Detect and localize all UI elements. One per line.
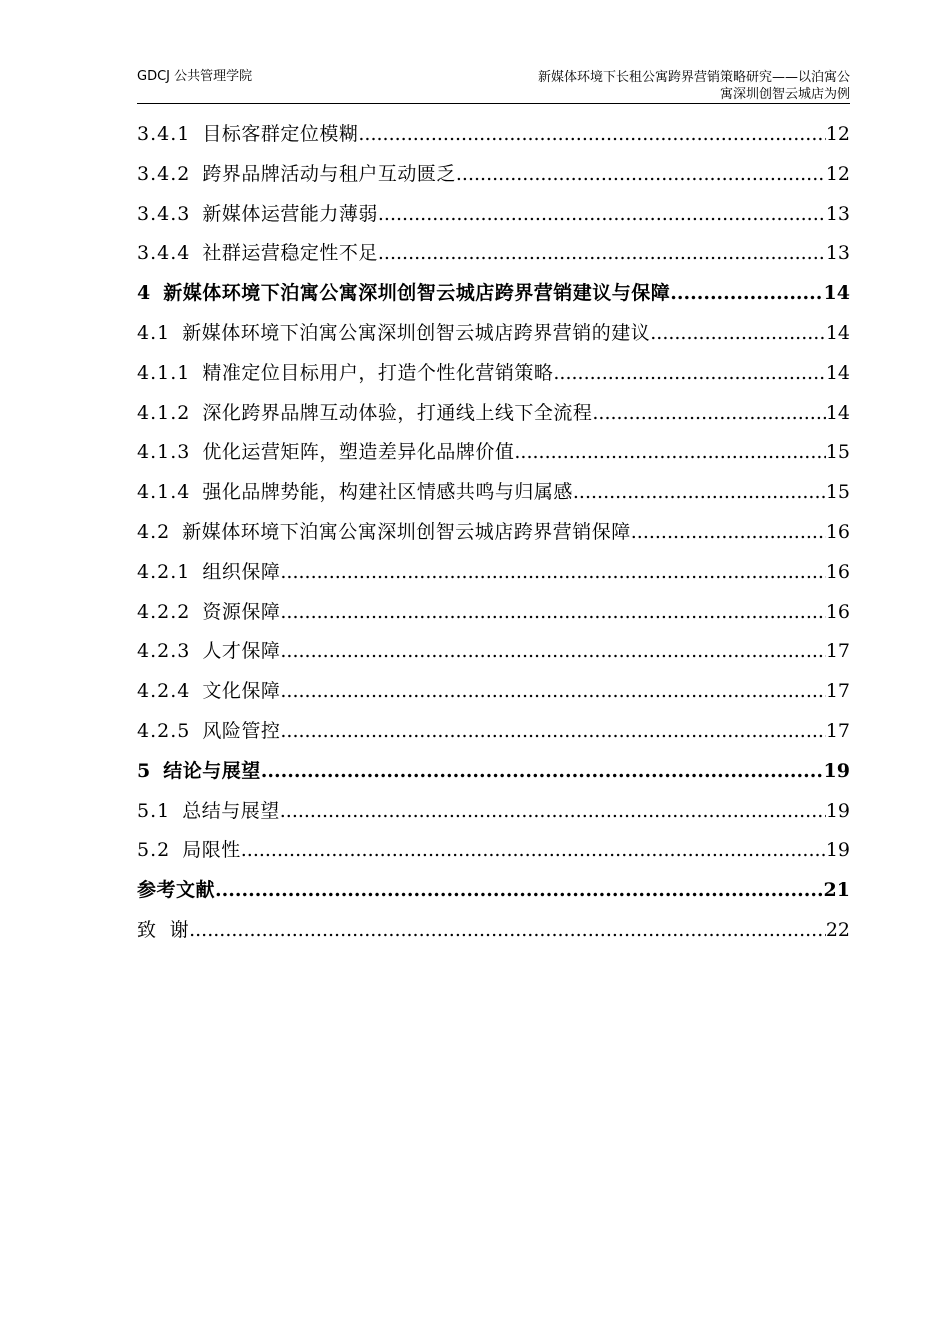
toc-entry-label [137,636,280,663]
toc-dot-leader [280,720,825,742]
toc-entry[interactable] [137,835,850,875]
toc-entry-label [137,238,378,265]
toc-entry-number: 4.2 [137,520,171,543]
toc-entry-page-number: 12 [825,123,850,145]
toc-entry-page-number: 14 [825,321,850,344]
toc-entry-title: 新媒体环境下泊寓公寓深圳创智云城店跨界营销保障 [182,520,631,543]
toc-entry-number: 4 [137,282,152,305]
toc-entry-label [137,119,358,146]
toc-entry-title: 组织保障 [202,560,281,583]
header-divider [137,103,850,104]
toc-entry-page-number: 17 [825,719,850,742]
toc-entry[interactable] [137,636,850,676]
toc-entry-title: 深化跨界品牌互动体验，打通线上线下全流程 [202,401,593,424]
toc-entry-page-number: 13 [825,242,850,265]
toc-entry-page-number: 16 [825,600,850,623]
toc-entry-label [137,437,514,464]
toc-entry-title: 社群运营稳定性不足 [202,242,378,265]
toc-entry-page-number: 13 [825,202,850,225]
toc-entry[interactable] [137,597,850,637]
toc-dot-leader [378,242,826,264]
toc-dot-leader [189,919,826,941]
toc-dot-leader [280,640,825,662]
toc-entry-number: 4.2.2 [137,600,191,623]
toc-entry-number: 4.1.2 [137,401,191,424]
toc-entry-title: 参考文献 [137,879,216,902]
toc-entry-page-number: 17 [825,640,850,663]
toc-dot-leader [573,481,826,503]
toc-entry-number: 4.1 [137,321,171,344]
toc-entry-page-number: 16 [825,560,850,583]
header-institution: GDCJ 公共管理学院 [137,69,253,84]
toc-entry-title: 致 谢 [137,918,190,941]
header-title-line-2: 寓深圳创智云城店为例 [719,87,850,102]
toc-entry-title: 风险管控 [202,719,281,742]
toc-entry-number: 4.2.1 [137,560,191,583]
toc-entry-label [137,159,456,186]
toc-dot-leader [280,800,826,822]
toc-entry-page-number: 19 [825,839,850,862]
toc-entry-title: 资源保障 [202,600,281,623]
toc-dot-leader [378,203,826,225]
toc-entry-number: 5.2 [137,839,171,862]
toc-entry-number: 3.4.3 [137,202,191,225]
toc-entry[interactable] [137,477,850,517]
toc-dot-leader [670,282,823,304]
toc-entry[interactable] [137,676,850,716]
toc-entry[interactable] [137,398,850,438]
toc-entry[interactable] [137,875,850,915]
toc-entry-number: 5 [137,759,152,782]
toc-entry-number: 4.2.4 [137,680,191,703]
toc-entry-page-number: 22 [825,918,850,941]
toc-dot-leader [280,561,825,583]
toc-entry-label [137,875,215,902]
toc-entry-label [137,716,280,743]
toc-entry-label [137,199,378,226]
toc-entry-label [137,597,280,624]
toc-entry-label [137,756,261,783]
toc-entry-label [137,915,189,942]
toc-entry-number: 4.2.5 [137,719,191,742]
toc-entry[interactable] [137,159,850,199]
toc-entry-title: 强化品牌势能，构建社区情感共鸣与归属感 [202,481,573,504]
toc-entry-page-number: 14 [825,361,850,384]
toc-entry-label [137,477,573,504]
toc-entry-page-number: 14 [823,282,850,305]
toc-dot-leader [358,123,825,145]
toc-entry-title: 优化运营矩阵，塑造差异化品牌价值 [202,441,515,464]
toc-entry-page-number: 19 [823,759,850,782]
toc-dot-leader [280,601,825,623]
toc-entry-page-number: 14 [825,401,850,424]
toc-entry-title: 局限性 [182,839,241,862]
toc-dot-leader [280,680,825,702]
toc-entry-page-number: 15 [825,441,850,464]
toc-dot-leader [592,402,825,424]
toc-entry[interactable] [137,199,850,239]
toc-entry[interactable] [137,278,850,318]
toc-entry[interactable] [137,915,850,955]
table-of-contents [137,119,850,955]
toc-entry-number: 5.1 [137,799,171,822]
toc-entry[interactable] [137,557,850,597]
toc-entry-label [137,796,280,823]
toc-dot-leader [215,879,824,901]
toc-dot-leader [456,163,826,185]
toc-dot-leader [241,839,826,861]
toc-entry[interactable] [137,437,850,477]
toc-entry-title: 结论与展望 [163,759,261,782]
toc-dot-leader [261,760,824,782]
toc-entry-title: 新媒体运营能力薄弱 [202,202,378,225]
toc-entry[interactable] [137,517,850,557]
toc-entry-label [137,358,553,385]
toc-entry-title: 人才保障 [202,640,281,663]
toc-entry-label [137,676,280,703]
toc-entry-title: 文化保障 [202,680,281,703]
toc-entry-label [137,557,280,584]
toc-entry[interactable] [137,119,850,159]
toc-entry-page-number: 19 [825,799,850,822]
header-thesis-title [430,69,850,103]
toc-entry-page-number: 15 [825,481,850,504]
toc-entry[interactable] [137,716,850,756]
toc-entry-page-number: 16 [825,520,850,543]
toc-entry-number: 3.4.2 [137,162,191,185]
header-title-line-1: 新媒体环境下长租公寓跨界营销策略研究——以泊寓公 [537,70,850,85]
toc-entry-number: 3.4.1 [137,123,191,145]
toc-entry-title: 新媒体环境下泊寓公寓深圳创智云城店跨界营销建议与保障 [163,282,671,305]
toc-entry[interactable] [137,238,850,278]
toc-entry[interactable] [137,796,850,836]
toc-entry[interactable] [137,358,850,398]
toc-entry-page-number: 12 [825,162,850,185]
toc-entry-label [137,278,670,305]
toc-entry-page-number: 21 [823,879,850,902]
toc-entry-page-number: 17 [825,680,850,703]
toc-entry-number: 4.2.3 [137,640,191,663]
toc-entry[interactable] [137,756,850,796]
toc-entry-label [137,835,241,862]
toc-dot-leader [650,322,826,344]
toc-dot-leader [631,521,826,543]
toc-entry-label [137,517,631,544]
toc-entry-label [137,398,592,425]
toc-entry-title: 总结与展望 [182,799,280,822]
toc-entry-number: 4.1.3 [137,441,191,464]
toc-entry-number: 4.1.4 [137,481,191,504]
toc-dot-leader [514,441,825,463]
toc-entry[interactable] [137,318,850,358]
toc-dot-leader [553,362,825,384]
toc-entry-label [137,318,650,345]
toc-entry-title: 目标客群定位模糊 [202,123,359,145]
toc-entry-title: 精准定位目标用户，打造个性化营销策略 [202,361,554,384]
toc-entry-title: 跨界品牌活动与租户互动匮乏 [202,162,456,185]
toc-entry-title: 新媒体环境下泊寓公寓深圳创智云城店跨界营销的建议 [182,321,651,344]
toc-entry-number: 3.4.4 [137,242,191,265]
toc-entry-number: 4.1.1 [137,361,191,384]
